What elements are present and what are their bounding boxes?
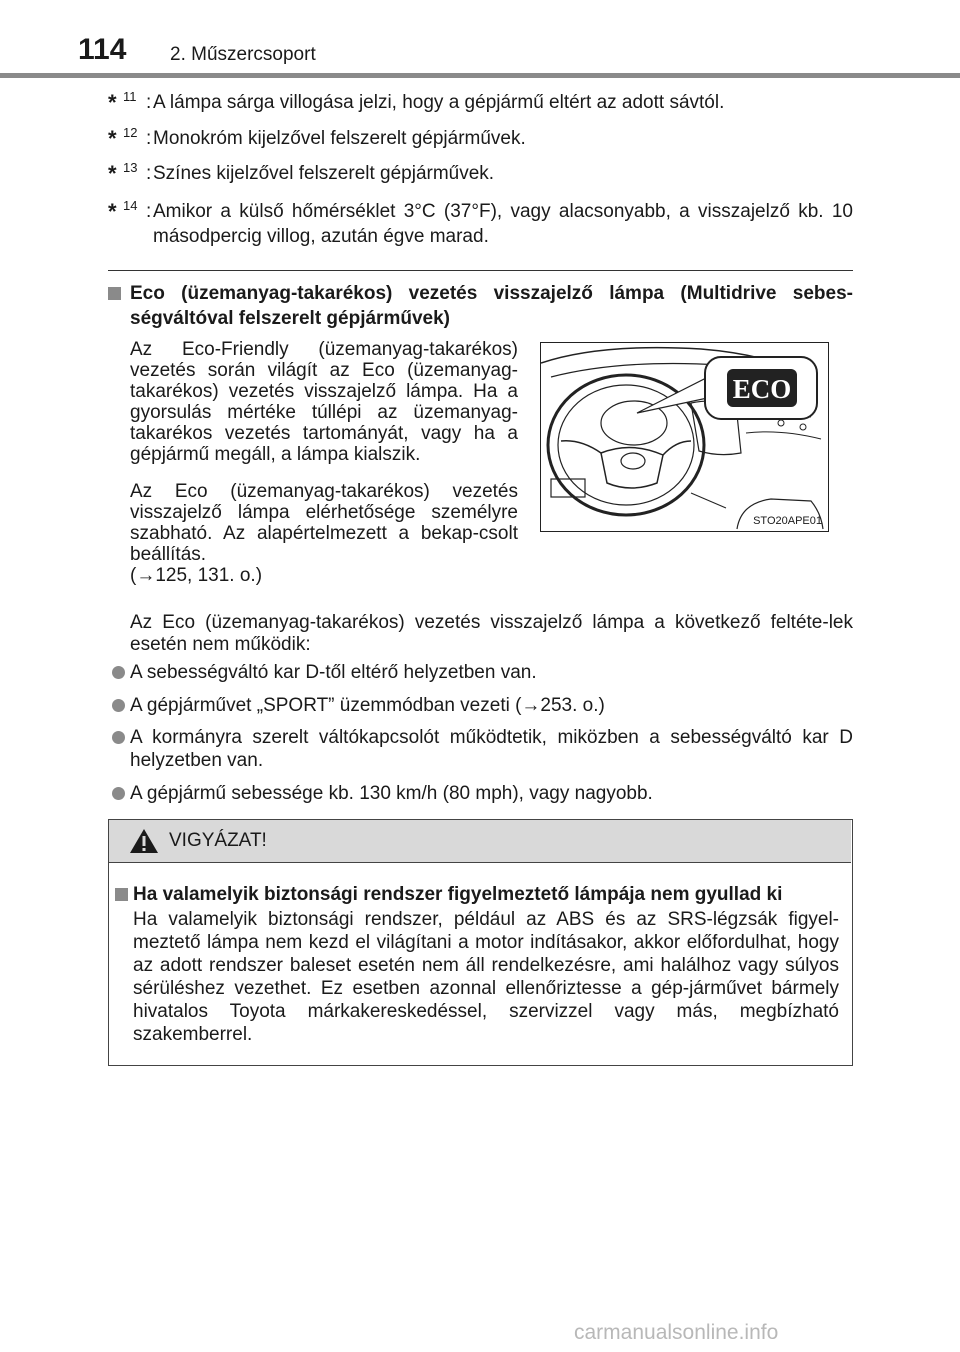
footnote-14: * 14 : Amikor a külső hőmérséklet 3°C (37°F), vagy alacsonyabb, a visszajelző kb. 10 másodpercig villog, azután égve marad. [108, 199, 853, 251]
page-reference: (→125, 131. o.) [130, 565, 263, 586]
figure-label: STO20APE01 [753, 515, 822, 527]
steering-wheel-eco-illustration [541, 343, 827, 530]
footnote-text: A lámpa sárga villogása jelzi, hogy a gépjármű eltért az adott sávtól. [153, 92, 725, 113]
footnote-text: Amikor a külső hőmérséklet 3°C (37°F), vagy alacsonyabb, a visszajelző kb. 10 másodpercig villog, azután égve marad. [153, 201, 853, 247]
warning-triangle-icon [129, 828, 159, 854]
eco-paragraph-3: Az Eco (üzemanyag-takarékos) vezetés visszajelző lámpa a következő feltéte-lek esetén nem működik: [130, 612, 853, 655]
heading-square-icon [108, 287, 121, 300]
footnote-11: * 11 : A lámpa sárga villogása jelzi, hogy a gépjármű eltért az adott sávtól. [108, 90, 853, 115]
bullet-dot-icon [112, 787, 125, 800]
footnote-number: 14 [123, 198, 138, 213]
dashboard-illustration [540, 342, 829, 532]
list-item [108, 782, 853, 805]
bullet-dot-icon [112, 699, 125, 712]
section-heading-text: Eco (üzemanyag-takarékos) vezetés visszajelző lámpa (Multidrive sebes-ségváltóval felszerelt gépjárművek) [130, 283, 853, 329]
eco-paragraph-2-text: Az Eco (üzemanyag-takarékos) vezetés visszajelző lámpa elérhetősége személyre szabható. Az alapértelmezett a bekap-csolt beállítás. [130, 481, 518, 565]
caution-box [108, 819, 853, 1066]
caution-body: Ha valamelyik biztonsági rendszer, például az ABS és az SRS-légzsák figyel-meztető lámpa nem kezd el világítani a motor indításakor, akkor előfordulhat, hogy az adott rendszer baleset esetén nem áll rendelkezésre, ami halálhoz vagy súlyos sérüléshez vezethet. Ez esetben azonnal ellenőriztesse a gép-járművet bármely hivatalos Toyota márkakereskedéssel, szervizzel vagy más, megbízható szakemberrel. [133, 909, 839, 1045]
list-item-text: A sebességváltó kar D-től eltérő helyzetben van. [130, 662, 537, 683]
caution-subheading-text: Ha valamelyik biztonsági rendszer figyelmeztető lámpája nem gyullad ki [133, 884, 783, 905]
footnote-text: Színes kijelzővel felszerelt gépjárművek. [153, 163, 495, 184]
footnote-star: * [108, 90, 117, 115]
section-divider [108, 270, 853, 271]
footnote-12: * 12 : Monokróm kijelzővel felszerelt gépjárművek. [108, 126, 853, 151]
footnote-number: 12 [123, 125, 138, 140]
list-item-text: A kormányra szerelt váltókapcsolót működtetik, miközben a sebességváltó kar D helyzetben van. [130, 727, 853, 771]
list-item [108, 694, 853, 717]
caution-header [109, 820, 851, 863]
eco-badge-text: ECO [732, 374, 792, 404]
chapter-title: 2. Műszercsoport [170, 44, 316, 65]
footnote-star: * [108, 126, 117, 151]
list-item [108, 661, 853, 684]
list-item-text: A gépjármű sebessége kb. 130 km/h (80 mph), vagy nagyobb. [130, 783, 653, 804]
watermark: carmanualsonline.info [574, 1321, 779, 1344]
page-number: 114 [78, 33, 127, 66]
list-item [108, 726, 853, 772]
list-item-text: A gépjárművet „SPORT” üzemmódban vezeti (→253. o.) [130, 695, 605, 716]
footnote-number: 13 [123, 160, 138, 175]
footnote-text: Monokróm kijelzővel felszerelt gépjárművek. [153, 128, 526, 149]
eco-paragraph-1: Az Eco-Friendly (üzemanyag-takarékos) vezetés során világít az Eco (üzemanyag-takarékos) vezetés visszajelző lámpa. Ha a gyorsulás mértéke túllépi az üzemanyag-takarékos vezetés tartományát, vagy ha a gépjármű megáll, a lámpa kialszik. [130, 339, 518, 465]
bullet-dot-icon [112, 731, 125, 744]
footnote-star: * [108, 161, 117, 186]
header-rule [0, 73, 960, 78]
bullet-dot-icon [112, 666, 125, 679]
heading-square-icon [115, 888, 128, 901]
caution-title: VIGYÁZAT! [169, 830, 267, 851]
footnote-star: * [108, 199, 117, 224]
eco-paragraph-2 [130, 481, 518, 586]
page-header [0, 0, 960, 78]
footnote-13: * 13 : Színes kijelzővel felszerelt gépjárművek. [108, 161, 853, 186]
footnote-number: 11 [123, 89, 137, 104]
